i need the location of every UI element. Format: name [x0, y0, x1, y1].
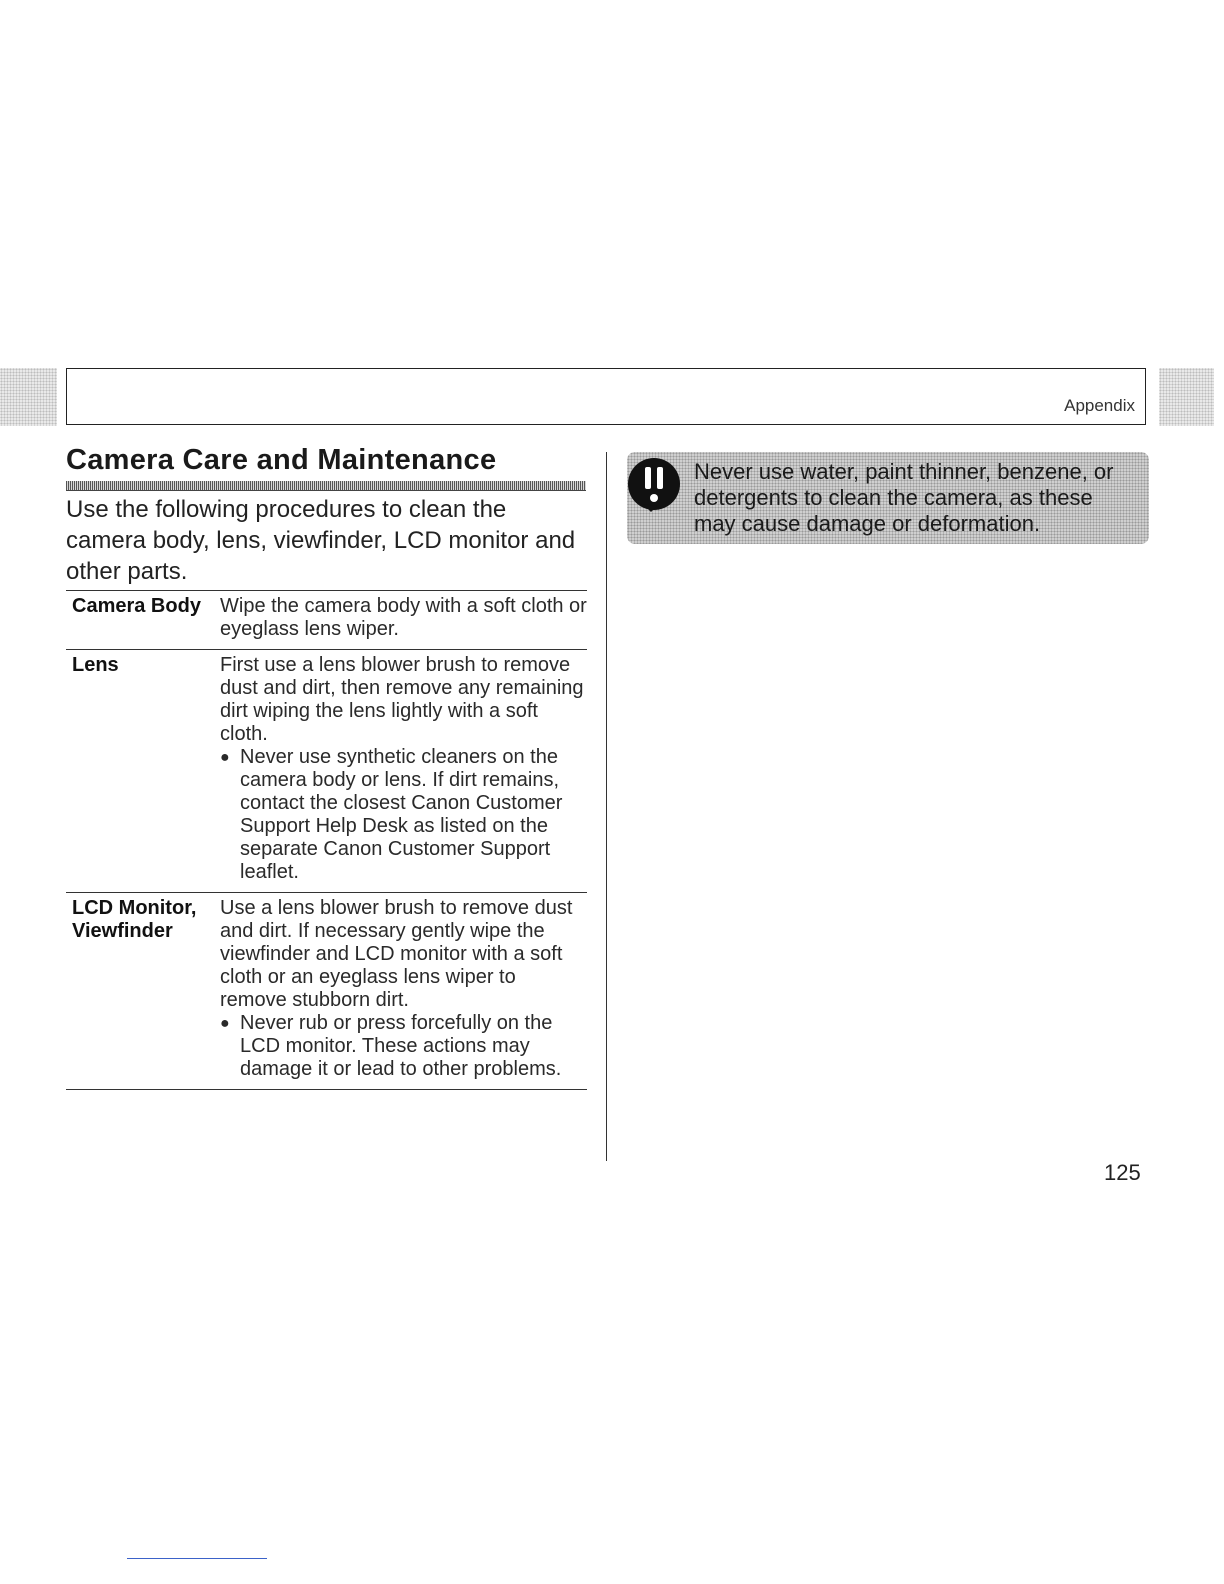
caution-icon	[624, 454, 686, 516]
description-text: Use a lens blower brush to remove dust and dirt. If necessary gently wipe the viewfinder and LCD monitor with a soft cloth or an eyeglass lens wiper to remove stubborn dirt.	[220, 897, 573, 1011]
note-text: Never use synthetic cleaners on the camera body or lens. If dirt remains, contact the closest Canon Customer Support Help Desk as listed on the separate Canon Customer Support leaflet.	[240, 746, 563, 883]
part-label: Lens	[72, 654, 119, 676]
table-row-lens	[66, 650, 587, 893]
page-title: Camera Care and Maintenance	[66, 444, 497, 476]
side-tab-left	[0, 368, 57, 426]
table-row-camera-body	[66, 591, 587, 650]
column-divider	[606, 452, 607, 1161]
care-table	[66, 590, 587, 1090]
part-name	[66, 893, 220, 1090]
part-label: Camera Body	[72, 595, 201, 617]
note-bullet	[220, 746, 587, 884]
bullet-icon: ●	[220, 1015, 230, 1032]
title-underline	[66, 481, 586, 491]
bullet-icon: ●	[220, 749, 230, 766]
side-tab-right	[1159, 368, 1214, 426]
intro-paragraph: Use the following procedures to clean the camera body, lens, viewfinder, LCD monitor and other parts.	[66, 496, 576, 585]
footer-link-rule	[127, 1558, 267, 1559]
description-text: Wipe the camera body with a soft cloth or eyeglass lens wiper.	[220, 595, 587, 640]
section-label: Appendix	[1064, 396, 1135, 415]
description-text: First use a lens blower brush to remove dust and dirt, then remove any remaining dirt wiping the lens lightly with a soft cloth.	[220, 654, 584, 745]
part-description	[220, 650, 587, 893]
note-bullet	[220, 1012, 587, 1081]
page-number: 125	[1104, 1160, 1141, 1185]
table-row-lcd-viewfinder	[66, 893, 587, 1090]
part-name	[66, 591, 220, 650]
part-description	[220, 893, 587, 1090]
part-description	[220, 591, 587, 650]
page-header	[66, 368, 1146, 425]
part-name	[66, 650, 220, 893]
caution-text: Never use water, paint thinner, benzene, or detergents to clean the camera, as these may cause damage or deformation.	[694, 459, 1114, 536]
note-text: Never rub or press forcefully on the LCD monitor. These actions may damage it or lead to other problems.	[240, 1012, 562, 1080]
part-label: LCD Monitor, Viewfinder	[72, 897, 197, 942]
